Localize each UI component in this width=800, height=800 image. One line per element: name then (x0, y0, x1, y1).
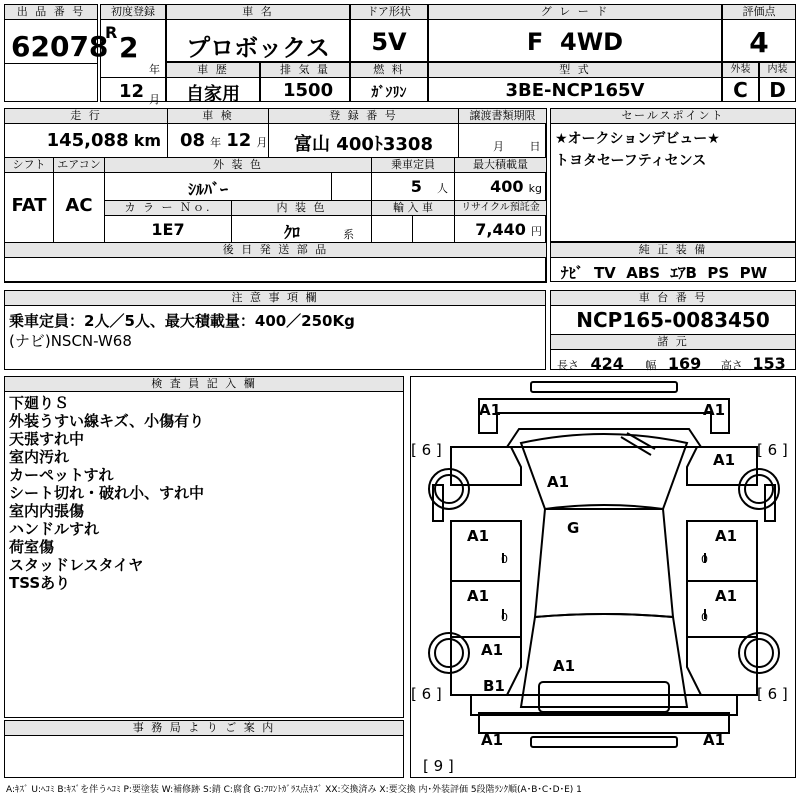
car-name-label: 車 名 (167, 5, 349, 20)
lot-number-label: 出 品 番 号 (5, 5, 97, 20)
max-load-cell (454, 157, 547, 201)
mileage-cell (4, 108, 168, 158)
first-registration-box (100, 4, 166, 106)
import-cell (371, 200, 455, 243)
inspector-line: 室内内張傷 (9, 502, 85, 520)
inspection-cell (167, 108, 269, 158)
tire-rear-right: [ 6 ] (757, 685, 788, 703)
mark-front-left: A1 (479, 401, 502, 419)
color-number: 1E7 (151, 220, 185, 239)
equipment: ﾅﾋﾞ TV ABS ｴｱB PS PW (561, 264, 768, 282)
height: 153 (752, 354, 786, 373)
inspection-month-unit: 月 (256, 136, 268, 149)
mileage: 145,088 (46, 130, 129, 151)
import-label: 輸 入 車 (372, 201, 454, 216)
interior-color-label: 内 装 色 (232, 201, 371, 216)
month-unit: 月 (149, 93, 160, 106)
selling-point-2: トヨタセーフティセンス (555, 153, 707, 169)
capacity-cell (371, 157, 455, 201)
exterior-box (722, 62, 759, 102)
registration-number: 富山 400ﾄ3308 (294, 134, 433, 155)
score-box (722, 4, 796, 62)
history: 自家用 (186, 84, 240, 105)
exterior-score: C (733, 78, 748, 102)
inspection-label: 車 検 (168, 109, 268, 124)
width-label: 幅 (645, 359, 657, 372)
shift: FAT (11, 195, 47, 216)
tire-spare: [ 9 ] (423, 757, 454, 775)
max-load-unit: kg (528, 182, 542, 195)
mark-rear-bumper-right: A1 (703, 731, 726, 749)
inspector-line: 荷室傷 (9, 538, 55, 556)
recycle-fee: 7,440 (475, 220, 526, 239)
spec-label: 諸 元 (551, 334, 795, 350)
length-label: 長さ (557, 359, 579, 372)
model: 3BE-NCP165V (505, 80, 645, 101)
shift-label: シフト (5, 158, 53, 173)
mark-roof-rear: A1 (553, 657, 576, 675)
capacity-unit: 人 (437, 182, 448, 195)
color-cell (104, 157, 372, 201)
inspector-line: 下廻りＳ (9, 394, 70, 412)
year-unit: 年 (149, 63, 160, 76)
reg-year: 2 (119, 31, 139, 64)
inspector-line: シート切れ・破れ小、すれ中 (9, 484, 205, 502)
recycle-label: リサイクル預託金 (455, 201, 546, 216)
score-label: 評価点 (723, 5, 795, 20)
door-type: 5V (371, 28, 407, 56)
inspector-line: 室内汚れ (9, 448, 70, 466)
mark-left-front-door: A1 (467, 527, 490, 545)
selling-point-1: ★オークションデビュー★ (555, 131, 720, 147)
color-no-label: カ ラ ー Ｎｏ. (105, 201, 231, 216)
mileage-label: 走 行 (5, 109, 167, 124)
mark-hood: A1 (547, 473, 570, 491)
first-registration-label: 初度登録 (101, 5, 165, 20)
inspection-year-unit: 年 (210, 136, 222, 149)
transfer-day: 日 (529, 140, 541, 153)
displacement-box (260, 62, 350, 102)
inspector-line: TSSあり (9, 574, 71, 592)
chassis-box (550, 290, 796, 373)
later-parts-label: 後 日 発 送 部 品 (5, 243, 546, 258)
transfer-label: 譲渡書類期限 (459, 109, 546, 124)
fuel-box (350, 62, 428, 102)
mark-right-front-door: A1 (715, 527, 738, 545)
inspector-label: 検 査 員 記 入 欄 (5, 377, 403, 392)
mark-windshield: G (567, 519, 580, 537)
mark-right-rear-door: A1 (715, 587, 738, 605)
office-label: 事 務 局 よ り ご 案 内 (5, 721, 403, 736)
door-zero-mark: 0 (501, 611, 508, 624)
lot-number: 62078 (11, 30, 109, 63)
history-label: 車 歴 (167, 63, 259, 78)
ac: AC (65, 195, 93, 216)
inspection-month: 12 (226, 130, 252, 151)
grade-box (428, 4, 722, 62)
later-parts-cell (4, 242, 547, 283)
interior-color-unit: 系 (343, 228, 355, 241)
tire-front-right: [ 6 ] (757, 441, 788, 459)
inspector-line: カーペットすれ (9, 466, 114, 484)
transfer-cell (458, 108, 547, 158)
ac-label: エアコン (54, 158, 104, 173)
inspection-year: 08 (180, 130, 206, 151)
selling-points-label: セールスポイント (551, 109, 795, 124)
fuel: ｶﾞｿﾘﾝ (371, 85, 407, 101)
inspector-line: 外装うすい線キズ、小傷有り (9, 412, 205, 430)
office-box (4, 720, 404, 778)
registration-label: 登 録 番 号 (269, 109, 458, 124)
height-label: 高さ (720, 359, 743, 372)
chassis-number: NCP165-0083450 (576, 308, 770, 332)
interior-label: 内装 (760, 63, 795, 78)
ac-cell (53, 157, 105, 243)
grade: F 4WD (526, 28, 624, 56)
displacement: 1500 (283, 80, 334, 101)
reg-month: 12 (119, 81, 145, 102)
tire-rear-left: [ 6 ] (411, 685, 442, 703)
inspector-line: ハンドルすれ (9, 520, 100, 538)
door-box (350, 4, 428, 62)
model-box (428, 62, 722, 102)
model-label: 型 式 (429, 63, 721, 78)
equipment-label: 純 正 装 備 (551, 243, 795, 258)
tire-front-left: [ 6 ] (411, 441, 442, 459)
chassis-label: 車 台 番 号 (551, 291, 795, 306)
inspector-line: スタッドレスタイヤ (9, 556, 144, 574)
caution-line-2: (ナビ)NSCN-W68 (9, 332, 132, 350)
legend: A:ｷｽﾞ U:ﾍｺﾐ B:ｷｽﾞを伴うﾍｺﾐ P:要塗装 W:補修跡 S:錆 C:腐食 G:ﾌﾛﾝﾄｶﾞﾗｽ点ｷｽﾞ XX:交換済み X:要交換 内･外装評価 5段階ﾗﾝｸ順(A･B･C･D･E) 1 (6, 785, 582, 795)
mark-right-fender: A1 (713, 451, 736, 469)
mark-rear-bumper-left: A1 (481, 731, 504, 749)
door-label: ドア形状 (351, 5, 427, 20)
recycle-cell (454, 200, 547, 243)
inspector-line: 天張すれ中 (9, 430, 85, 448)
mark-left-rear-door: A1 (467, 587, 490, 605)
lot-number-box (4, 4, 109, 102)
recycle-unit: 円 (531, 225, 542, 238)
capacity-label: 乗車定員 (372, 158, 454, 173)
door-zero-mark: 0 (701, 611, 708, 624)
exterior-color: ｼﾙﾊﾞｰ (187, 180, 228, 199)
exterior-label: 外装 (723, 63, 758, 78)
door-zero-mark: 0 (501, 553, 508, 566)
caution-line-1: 乗車定員：2人／5人、最大積載量：400／250Kg (9, 312, 355, 330)
car-name-box (166, 4, 350, 62)
shift-cell (4, 157, 54, 243)
damage-diagram (410, 376, 796, 778)
color-label: 外 装 色 (105, 158, 371, 173)
selling-points-box (550, 108, 796, 242)
equipment-box (550, 242, 796, 282)
max-load-label: 最大積載量 (455, 158, 546, 173)
capacity: 5 (410, 177, 422, 196)
max-load: 400 (490, 177, 524, 196)
grade-label: グ レ ー ド (429, 5, 721, 20)
mark-front-right: A1 (703, 401, 726, 419)
car-name: プロボックス (186, 34, 330, 62)
interior-score: D (769, 78, 786, 102)
mark-rear-left: B1 (483, 677, 505, 695)
interior-color: ｸﾛ (284, 223, 301, 242)
mileage-unit: km (133, 131, 161, 150)
history-box (166, 62, 260, 105)
inspector-box (4, 376, 404, 718)
fuel-label: 燃 料 (351, 63, 427, 78)
interior-color-cell (231, 200, 372, 243)
interior-box (759, 62, 796, 102)
transfer-month: 月 (493, 140, 504, 153)
registration-cell (268, 108, 459, 158)
width: 169 (667, 354, 702, 373)
length: 424 (590, 354, 624, 373)
caution-label: 注 意 事 項 欄 (5, 291, 545, 306)
door-zero-mark: 0 (701, 553, 708, 566)
displacement-label: 排 気 量 (261, 63, 349, 78)
vehicle-info-block (4, 108, 546, 282)
mark-left-quarter: A1 (481, 641, 504, 659)
caution-box (4, 290, 546, 370)
color-no-cell (104, 200, 232, 243)
score: 4 (749, 26, 769, 59)
era: R (105, 23, 118, 42)
